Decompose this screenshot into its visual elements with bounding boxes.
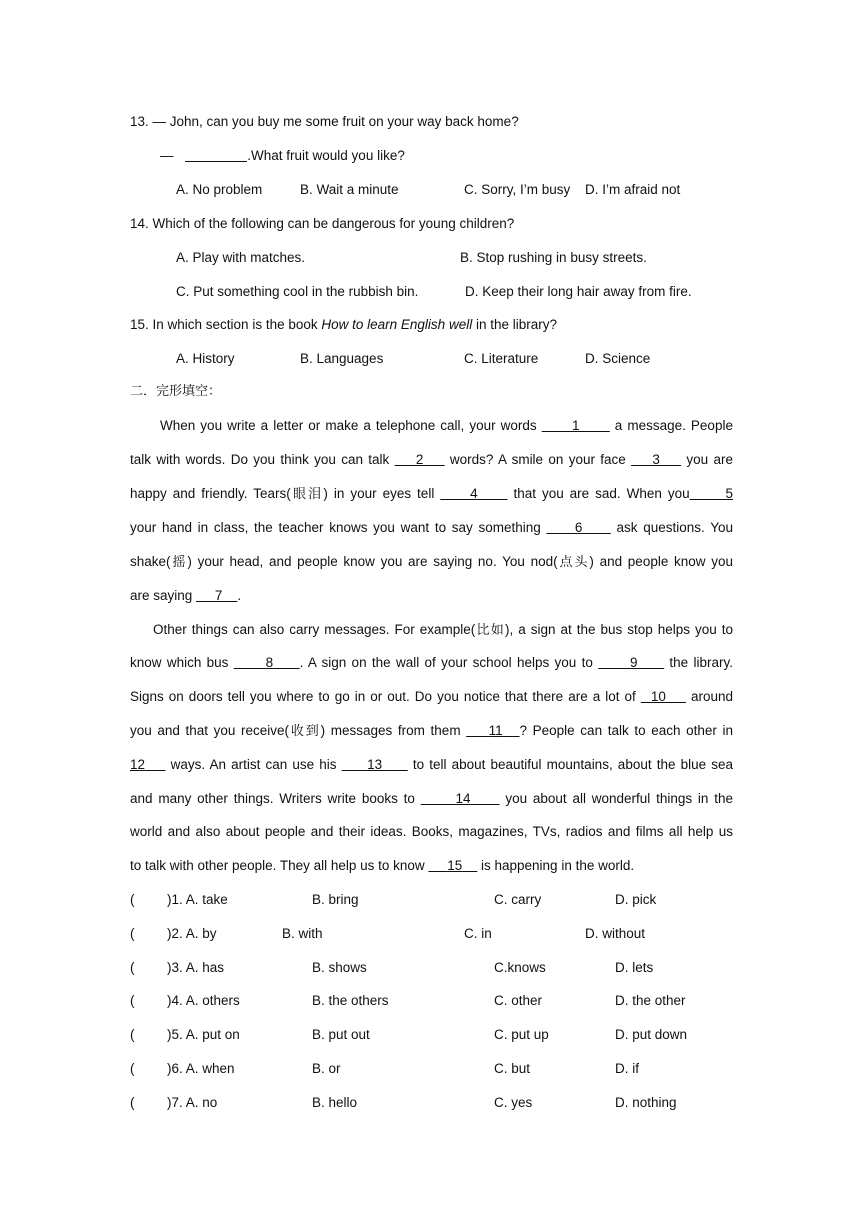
answer-blank — [185, 147, 247, 162]
blank-number: 14 — [455, 791, 471, 806]
text: shake( — [130, 554, 171, 569]
option-c: C. put up — [494, 1027, 549, 1042]
option-c: C. Put something cool in the rubbish bin. — [176, 284, 419, 299]
text: know which bus — [130, 655, 234, 670]
passage-line — [130, 722, 733, 741]
passage-line — [130, 688, 733, 706]
blank-number: 15 — [447, 858, 463, 873]
book-title: How to learn English well — [321, 317, 473, 332]
stem-text: in the library? — [472, 317, 557, 332]
text: ) and people know you — [589, 554, 733, 569]
blank-number: 5 — [725, 486, 733, 501]
option-c: C. other — [494, 993, 543, 1008]
blank-6 — [546, 520, 610, 535]
option-a: )2. A. by — [167, 926, 217, 941]
blank-3 — [631, 452, 681, 467]
blank-14 — [421, 791, 500, 806]
option-b: B. hello — [312, 1095, 358, 1110]
text: happy and friendly. Tears( — [130, 486, 291, 501]
answer-paren: ( — [130, 892, 135, 907]
answer-paren: ( — [130, 1095, 135, 1110]
option-b: B. Languages — [300, 351, 384, 366]
option-a: )4. A. others — [167, 993, 240, 1008]
text: around — [690, 689, 733, 704]
chinese-gloss: 收到 — [289, 724, 321, 739]
blank-8 — [234, 655, 300, 670]
option-d: D. put down — [615, 1027, 688, 1042]
option-a: )7. A. no — [167, 1095, 218, 1110]
text: Signs on doors tell you where to go in or out. Do you notice that there are a lot of — [130, 689, 641, 704]
text: you are — [686, 452, 733, 467]
passage-line — [130, 756, 733, 774]
option-d: D. without — [585, 926, 646, 941]
blank-number: 3 — [652, 452, 660, 467]
answer-paren: ( — [130, 993, 135, 1008]
text: are saying — [130, 588, 197, 603]
answer-paren: ( — [130, 1027, 135, 1042]
option-d: D. nothing — [615, 1095, 677, 1110]
text: When you write a letter or make a telephone call, your words — [160, 418, 542, 433]
question-13-reply — [160, 147, 405, 165]
question-14-stem: 14. Which of the following can be dangerous for young children? — [130, 216, 515, 231]
option-d: D. if — [615, 1061, 640, 1076]
blank-number: 10 — [650, 689, 666, 704]
blank-number: 11 — [488, 723, 503, 738]
option-d: D. lets — [615, 960, 654, 975]
option-a: A. Play with matches. — [176, 250, 306, 265]
blank-9 — [598, 655, 664, 670]
text: ? People can talk to each other in — [519, 723, 733, 738]
chinese-gloss: 摇 — [170, 555, 188, 570]
text: and many other things. Writers write books to — [130, 791, 421, 806]
chinese-gloss: 点头 — [557, 555, 590, 570]
blank-number: 12 — [130, 757, 146, 772]
option-c: C. yes — [494, 1095, 533, 1110]
answer-paren: ( — [130, 1061, 135, 1076]
text: ) your head, and people know you are saying no. You nod( — [187, 554, 558, 569]
question-15-stem — [130, 316, 557, 334]
passage-line — [130, 587, 733, 605]
text: to tell about beautiful mountains, about the blue sea — [412, 757, 733, 772]
option-b: B. with — [282, 926, 323, 941]
reply-dash: — — [160, 148, 174, 163]
passage-line — [153, 621, 733, 640]
passage-line — [130, 790, 733, 808]
blank-number: 13 — [367, 757, 383, 772]
passage-line — [130, 654, 733, 672]
option-c: C. but — [494, 1061, 531, 1076]
blank-7 — [196, 588, 237, 603]
blank-2 — [395, 452, 445, 467]
text: . — [237, 588, 242, 603]
text: ways. An artist can use his — [165, 757, 342, 772]
option-a: )1. A. take — [167, 892, 228, 907]
option-b: B. Wait a minute — [300, 182, 399, 197]
option-c: C. Literature — [464, 351, 539, 366]
text: is happening in the world. — [477, 858, 635, 873]
text: Other things can also carry messages. For example( — [153, 622, 476, 637]
option-a: )5. A. put on — [167, 1027, 240, 1042]
blank-number: 9 — [630, 655, 638, 670]
option-a: )6. A. when — [167, 1061, 235, 1076]
blank-5 — [690, 486, 733, 501]
option-c: C. in — [464, 926, 492, 941]
option-b: B. bring — [312, 892, 359, 907]
text: world and also about people and their ideas. Books, magazines, TVs, radios and films all help us — [130, 824, 733, 839]
text: you and that you receive( — [130, 723, 290, 738]
option-b: B. put out — [312, 1027, 370, 1042]
option-a: A. No problem — [176, 182, 263, 197]
blank-10 — [641, 689, 686, 704]
text: words? A smile on your face — [449, 452, 632, 467]
blank-15 — [428, 858, 477, 873]
option-d: D. the other — [615, 993, 686, 1008]
text: ask questions. You — [616, 520, 733, 535]
blank-13 — [342, 757, 408, 772]
text: ) messages from them — [320, 723, 467, 738]
blank-number: 8 — [265, 655, 274, 670]
blank-12 — [130, 757, 165, 772]
text: . A sign on the wall of your school helps you to — [299, 655, 599, 670]
option-c: C.knows — [494, 960, 546, 975]
option-d: D. Keep their long hair away from fire. — [465, 284, 692, 299]
passage-line — [160, 417, 733, 435]
blank-number: 7 — [214, 588, 223, 603]
answer-paren: ( — [130, 926, 135, 941]
blank-1 — [542, 418, 610, 433]
stem-text: 15. In which section is the book — [130, 317, 322, 332]
blank-11 — [466, 723, 519, 738]
option-c: C. Sorry, I’m busy — [464, 182, 571, 197]
option-d: D. pick — [615, 892, 657, 907]
text: your hand in class, the teacher knows you want to say something — [130, 520, 547, 535]
option-b: B. the others — [312, 993, 389, 1008]
passage-line — [130, 553, 733, 572]
blank-4 — [440, 486, 507, 501]
text: the library. — [669, 655, 733, 670]
option-c: C. carry — [494, 892, 542, 907]
option-d: D. I’m afraid not — [585, 182, 681, 197]
text: you about all wonderful things in the — [505, 791, 733, 806]
blank-number: 6 — [574, 520, 583, 535]
option-b: B. shows — [312, 960, 367, 975]
text: to talk with other people. They all help us to know — [130, 858, 429, 873]
option-b: B. Stop rushing in busy streets. — [460, 250, 647, 265]
text: ), a sign at the bus stop helps you to — [505, 622, 734, 637]
text: that you are sad. When you — [513, 486, 690, 501]
option-a: )3. A. has — [167, 960, 225, 975]
option-a: A. History — [176, 351, 235, 366]
text: a message. People — [614, 418, 733, 433]
reply-text: .What fruit would you like? — [247, 148, 405, 163]
blank-number: 2 — [415, 452, 424, 467]
answer-paren: ( — [130, 960, 135, 975]
passage-line — [130, 857, 733, 875]
passage-line — [130, 485, 733, 504]
text: talk with words. Do you think you can talk — [130, 452, 395, 467]
blank-number: 1 — [571, 418, 580, 433]
question-13-stem: 13. — John, can you buy me some fruit on your way back home? — [130, 114, 519, 129]
chinese-gloss: 眼泪 — [290, 487, 324, 502]
blank-number: 4 — [470, 486, 478, 501]
text: ) in your eyes tell — [323, 486, 441, 501]
option-d: D. Science — [585, 351, 651, 366]
option-b: B. or — [312, 1061, 341, 1076]
section-heading: 二．完形填空： — [130, 384, 222, 399]
passage-line — [130, 451, 733, 469]
chinese-gloss: 比如 — [475, 623, 505, 638]
passage-line — [130, 823, 733, 841]
passage-line — [130, 519, 733, 537]
